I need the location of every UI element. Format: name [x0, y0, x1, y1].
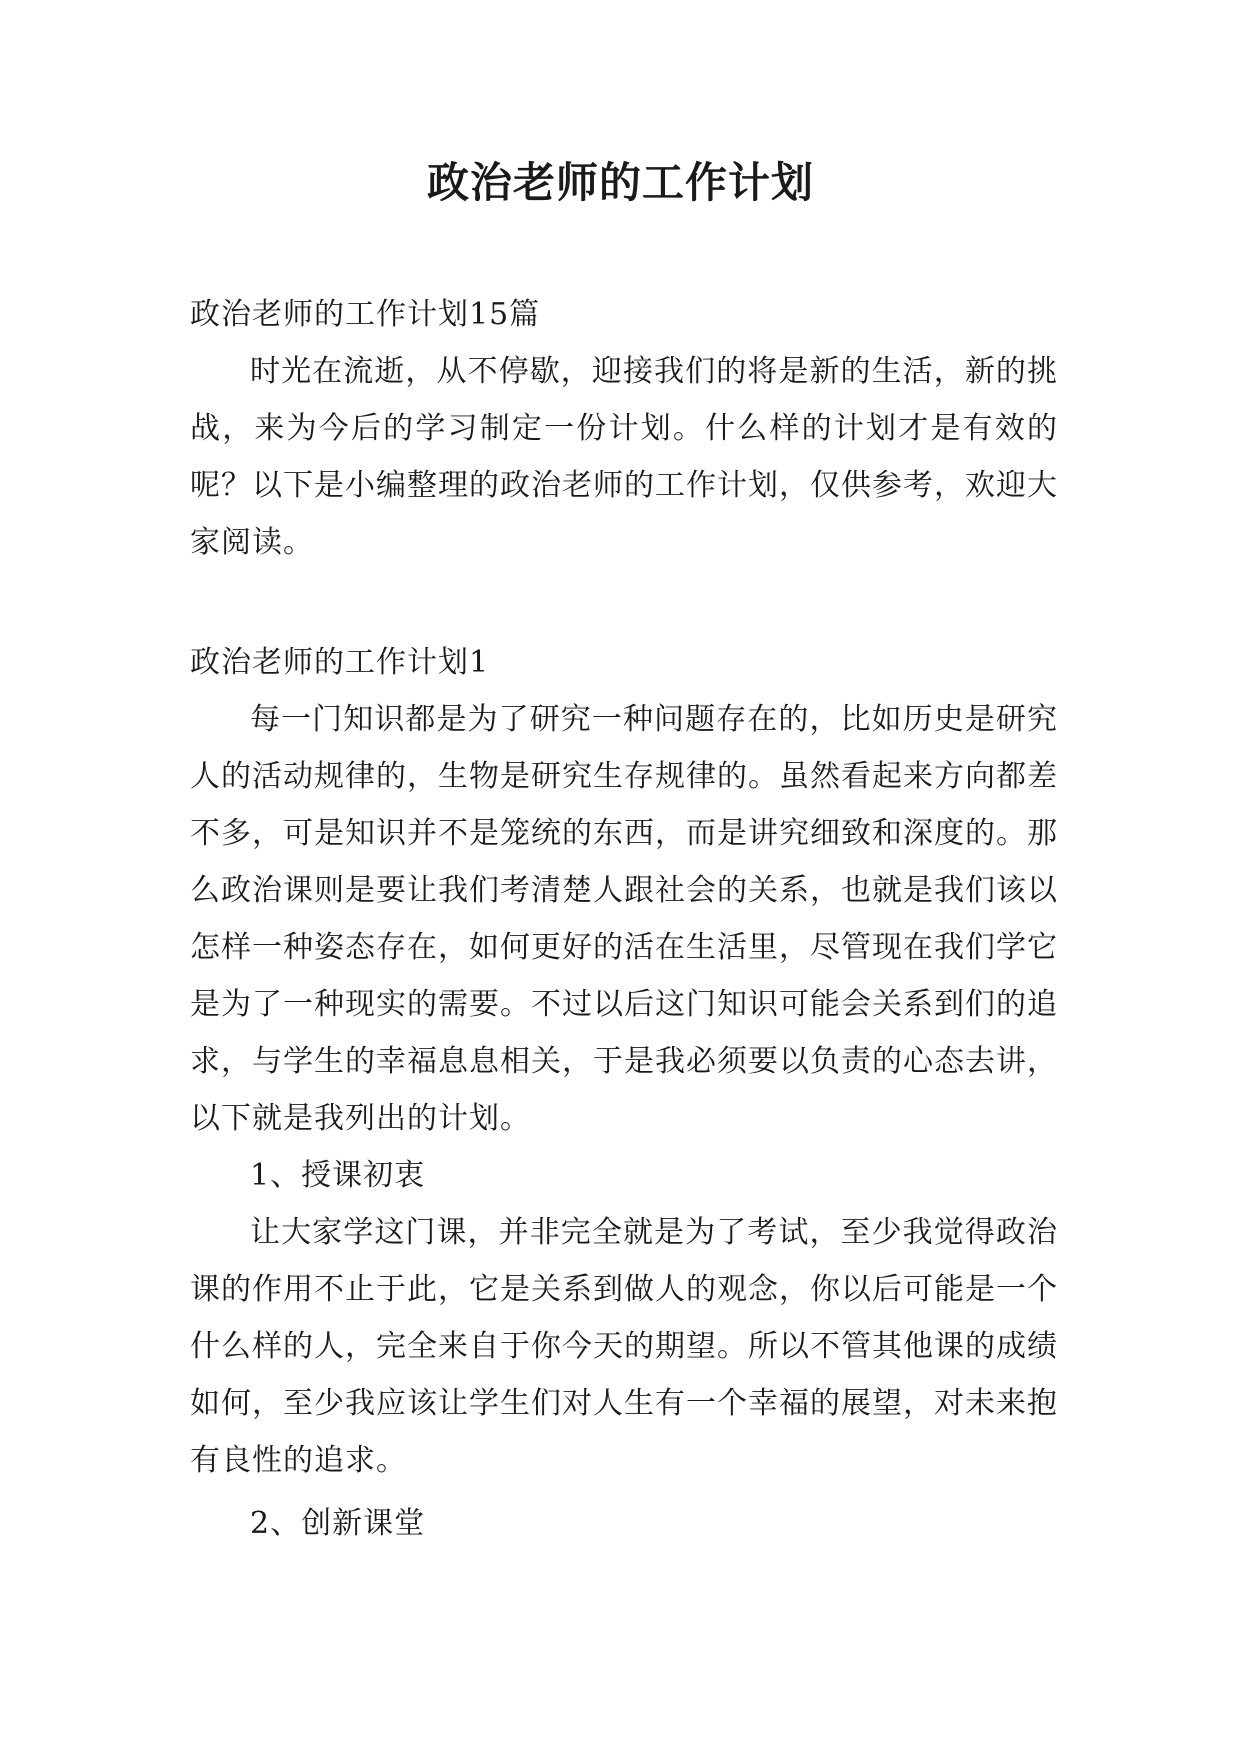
document-title: 政治老师的工作计划: [426, 158, 814, 207]
document-subtitle: 政治老师的工作计划15篇: [190, 297, 541, 332]
section-heading: 政治老师的工作计划1: [190, 645, 490, 680]
section-paragraph: 让大家学这门课，并非完全就是为了考试，至少我觉得政治课的作用不止于此，它是关系到做人的观念，你以后可能是一个什么样的人，完全来自于你今天的期望。所以不管其他课的成绩如何，至少我应该让学生们对人生有一个幸福的展望，对未来抱有良性的追求。: [190, 1215, 1058, 1478]
section-paragraph: 每一门知识都是为了研究一种问题存在的，比如历史是研究人的活动规律的，生物是研究生存规律的。虽然看起来方向都差不多，可是知识并不是笼统的东西，而是讲究细致和深度的。那么政治课则是要让我们考清楚人跟社会的关系，也就是我们该以怎样一种姿态存在，如何更好的活在生活里，尽管现在我们学它是为了一种现实的需要。不过以后这门知识可能会关系到们的追求，与学生的幸福息息相关，于是我必须要以负责的心态去讲，以下就是我列出的计划。: [190, 702, 1058, 1136]
section-spacer: [190, 571, 1058, 634]
document-body: [190, 286, 1058, 1552]
list-item-heading: 2、创新课堂: [250, 1506, 426, 1541]
list-item-heading: 1、授课初衷: [250, 1158, 426, 1193]
intro-paragraph: 时光在流逝，从不停歇，迎接我们的将是新的生活，新的挑战，来为今后的学习制定一份计划。什么样的计划才是有效的呢？以下是小编整理的政治老师的工作计划，仅供参考，欢迎大家阅读。: [190, 354, 1058, 560]
